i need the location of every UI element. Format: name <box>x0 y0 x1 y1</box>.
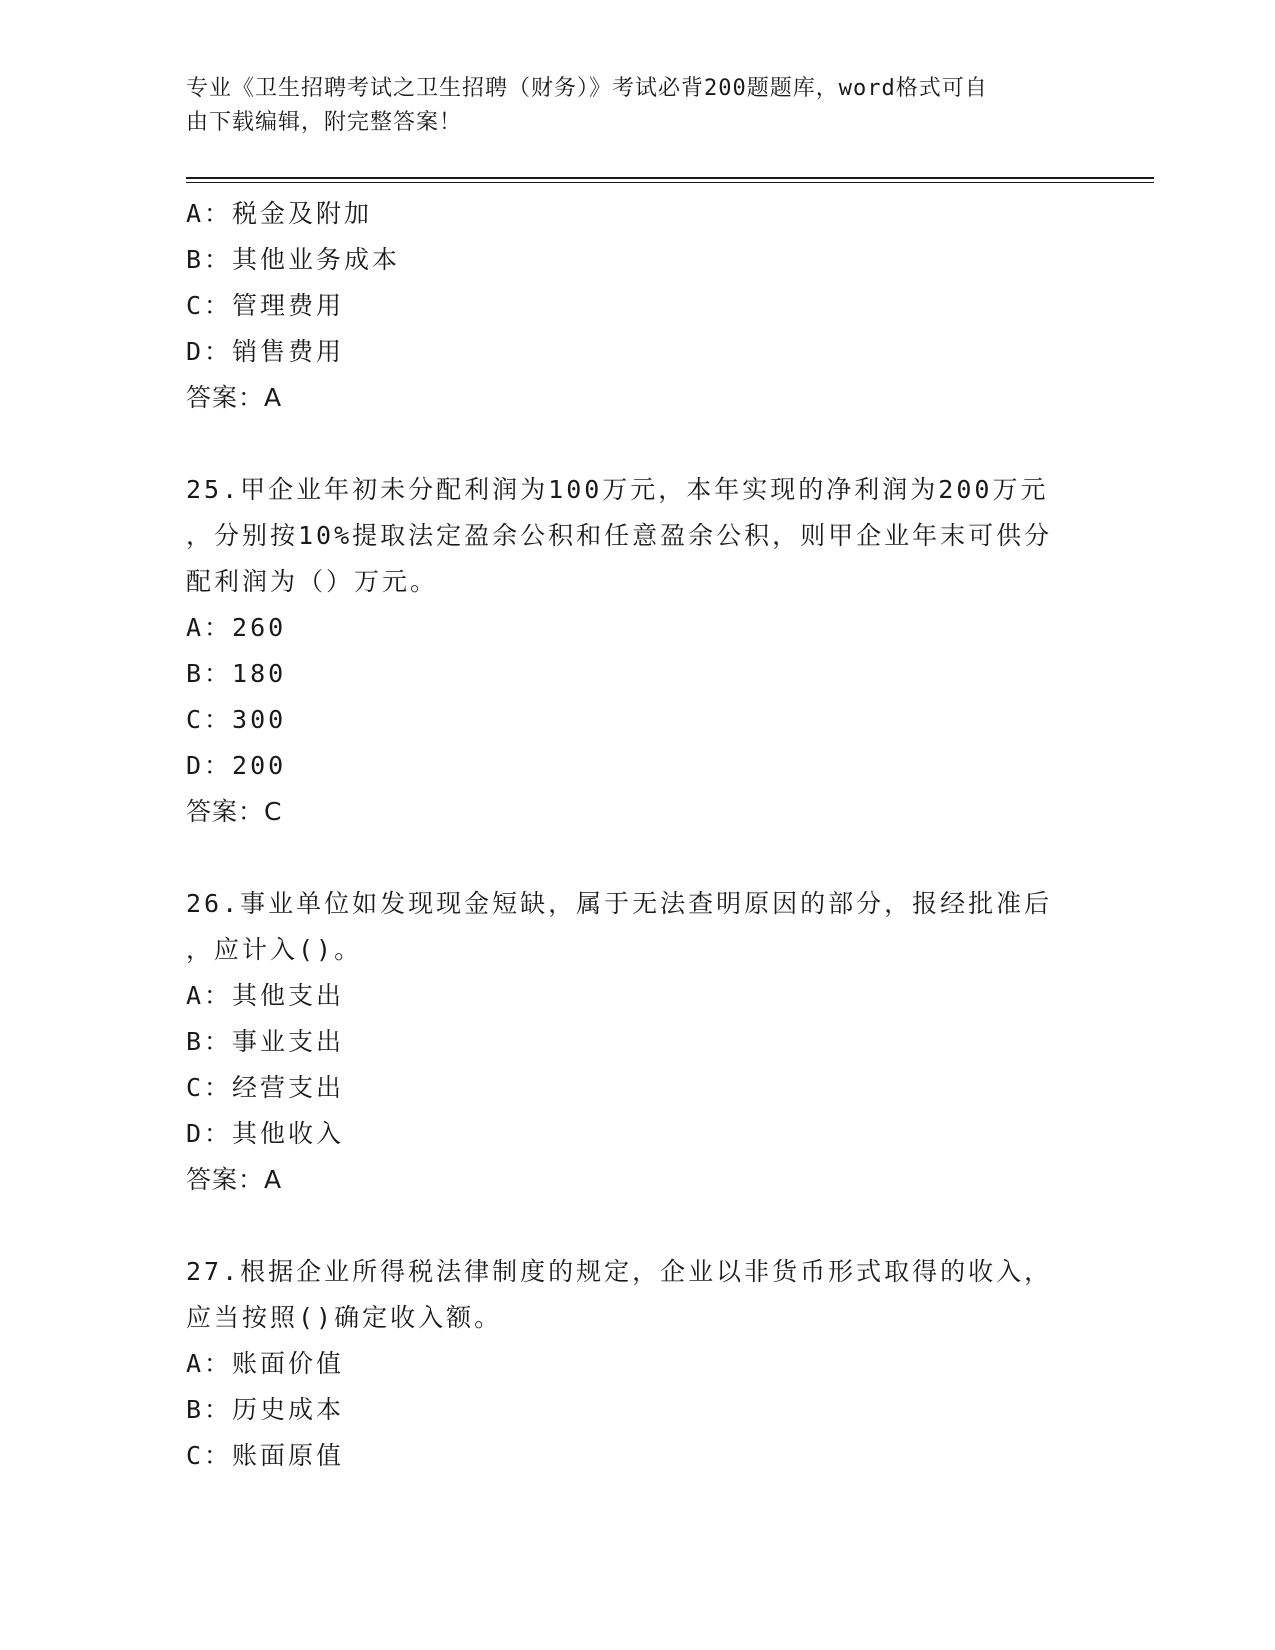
question-block-27 <box>186 1249 1086 1479</box>
option-d: D：销售费用 <box>186 337 345 366</box>
option-d: D：其他收入 <box>186 1119 345 1148</box>
answer-line: 答案：C <box>186 797 283 826</box>
question-stem-line: 27.根据企业所得税法律制度的规定，企业以非货币形式取得的收入， <box>186 1257 1053 1286</box>
option-c: C：账面原值 <box>186 1441 345 1470</box>
option-c: C：管理费用 <box>186 291 345 320</box>
question-stem-line: 25.甲企业年初未分配利润为100万元，本年实现的净利润为200万元 <box>186 475 1049 504</box>
option-c: C：经营支出 <box>186 1073 345 1102</box>
question-stem-line: 26.事业单位如发现现金短缺，属于无法查明原因的部分，报经批准后 <box>186 889 1053 918</box>
option-a: A：税金及附加 <box>186 199 373 228</box>
option-b: B：其他业务成本 <box>186 245 401 274</box>
header-line-1: 专业《卫生招聘考试之卫生招聘（财务）》考试必背200题题库，word格式可自 <box>186 76 988 101</box>
question-block-24 <box>186 191 1086 421</box>
question-block-25 <box>186 467 1086 835</box>
answer-line: 答案：A <box>186 383 283 412</box>
question-stem-line: 配利润为（）万元。 <box>186 567 439 596</box>
question-stem-line: ，应计入()。 <box>186 935 363 964</box>
question-stem-line: 应当按照()确定收入额。 <box>186 1303 503 1332</box>
option-a: A：其他支出 <box>186 981 345 1010</box>
option-a: A：账面价值 <box>186 1349 345 1378</box>
question-list <box>186 191 1086 1479</box>
header-divider-thick <box>186 177 1154 179</box>
option-a: A：260 <box>186 613 287 642</box>
question-stem-line: ，分别按10%提取法定盈余公积和任意盈余公积，则甲企业年末可供分 <box>186 521 1053 550</box>
option-c: C：300 <box>186 705 287 734</box>
option-b: B：历史成本 <box>186 1395 345 1424</box>
option-d: D：200 <box>186 751 287 780</box>
document-header <box>186 72 1066 140</box>
header-line-2: 由下载编辑，附完整答案！ <box>186 110 463 135</box>
question-block-26 <box>186 881 1086 1203</box>
answer-line: 答案：A <box>186 1165 283 1194</box>
option-b: B：180 <box>186 659 287 688</box>
option-b: B：事业支出 <box>186 1027 345 1056</box>
header-divider-thin <box>186 182 1154 183</box>
